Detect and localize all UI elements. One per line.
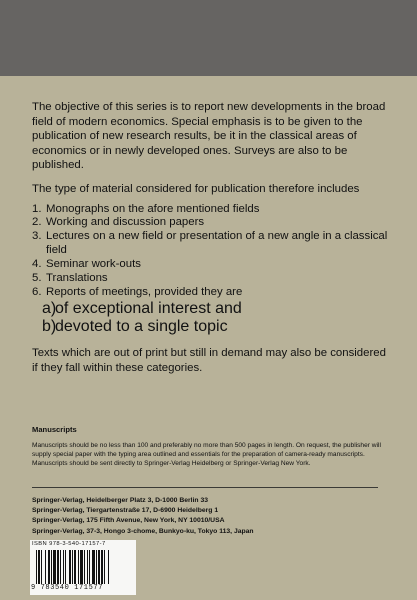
barcode-digits: 9 783540 171577 (31, 584, 104, 592)
list-item: 2. Working and discussion papers (32, 216, 205, 229)
series-objective-text: The objective of this series is to report new developments in the broad field of modern economics. Special emphasis is to be given to the publication of new research results, be it in the classical areas of economics or in newly developed ones. Surveys are also to be published. (32, 101, 386, 172)
isbn-number: ISBN 978-3-540-17157-7 (32, 541, 106, 547)
barcode-bars (36, 550, 132, 584)
material-types-heading: The type of material considered for publication therefore includes (32, 182, 360, 195)
isbn-barcode (30, 540, 136, 595)
out-of-print-note: Texts which are out of print but still in demand may also be considered if they fall within these categories. (32, 346, 386, 374)
material-types-list (32, 203, 392, 300)
manuscripts-heading: Manuscripts (32, 425, 77, 434)
list-item: 5. Translations (32, 272, 108, 285)
list-item: 3. Lectures on a new field or presentation of a new angle in a classical field (32, 230, 388, 257)
manuscripts-section (32, 425, 388, 469)
top-color-band (0, 0, 417, 76)
series-description (32, 100, 392, 375)
address-line: Springer-Verlag, 175 Fifth Avenue, New York, NY 10010/USA (32, 517, 225, 525)
meeting-conditions-list (32, 300, 392, 336)
address-line: Springer-Verlag, Heidelberger Platz 3, D-1000 Berlin 33 (32, 497, 209, 504)
list-item: 1. Monographs on the afore mentioned fields (32, 202, 260, 215)
sub-list-item: b) devoted to a single topic (42, 317, 228, 335)
publisher-addresses (32, 496, 382, 537)
list-item: 6. Reports of meetings, provided they are (32, 286, 243, 298)
sub-list-item: a) of exceptional interest and (42, 299, 242, 317)
manuscripts-text: Manuscripts should be no less than 100 and preferably no more than 500 pages in length. On request, the publisher will supply special paper with the typing area outlined and essentials for the preparation of camera-ready manuscripts. Manuscripts should be sent directly to Springer-Verlag Heidelberg or Springer-Verlag New York. (32, 442, 381, 467)
divider (32, 487, 378, 488)
list-item: 4. Seminar work-outs (32, 258, 141, 271)
address-line: Springer-Verlag, Tiergartenstraße 17, D-6900 Heidelberg 1 (32, 507, 219, 515)
address-line: Springer-Verlag, 37-3, Hongo 3-chome, Bunkyo-ku, Tokyo 113, Japan (32, 527, 254, 535)
